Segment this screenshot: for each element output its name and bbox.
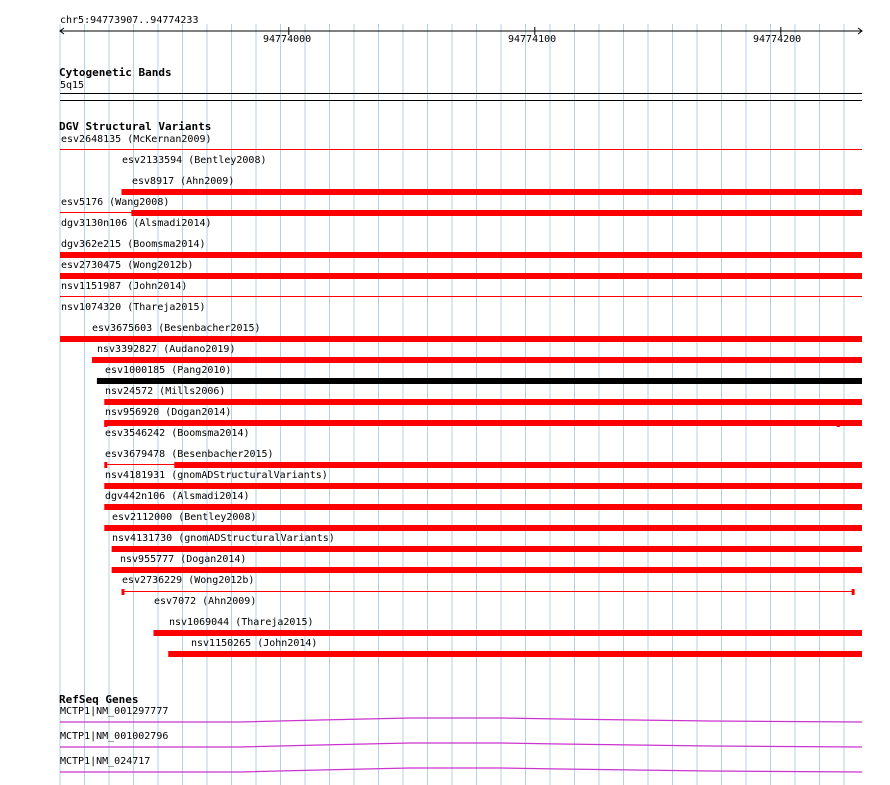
tick-label: 94774100 bbox=[508, 34, 557, 45]
variant-label[interactable]: esv2133594 (Bentley2008) bbox=[122, 155, 267, 166]
tick-label: 94774200 bbox=[753, 34, 802, 45]
gene-line[interactable] bbox=[60, 718, 862, 722]
variant-label[interactable]: nsv4131730 (gnomADStructuralVariants) bbox=[112, 533, 335, 544]
variant-label[interactable]: esv7072 (Ahn2009) bbox=[154, 596, 257, 607]
variant-label[interactable]: nsv955777 (Dogan2014) bbox=[120, 554, 247, 565]
cytoband-name[interactable]: 5q15 bbox=[60, 80, 85, 91]
variant-label[interactable]: esv2736229 (Wong2012b) bbox=[122, 575, 255, 586]
variant-bar[interactable] bbox=[60, 252, 862, 258]
locus-label: chr5:94773907..94774233 bbox=[60, 15, 199, 26]
variant-label[interactable]: dgv442n106 (Alsmadi2014) bbox=[105, 491, 250, 502]
variant-connector[interactable] bbox=[107, 464, 174, 465]
variant-label[interactable]: nsv3392827 (Audano2019) bbox=[97, 344, 236, 355]
dgv-track-title[interactable]: DGV Structural Variants bbox=[59, 120, 212, 133]
variant-bar[interactable] bbox=[153, 630, 862, 636]
variant-label[interactable]: dgv362e215 (Boomsma2014) bbox=[61, 239, 206, 250]
variant-bar[interactable] bbox=[60, 212, 862, 213]
variant-label[interactable]: esv2112000 (Bentley2008) bbox=[112, 512, 257, 523]
variant-bar[interactable] bbox=[60, 149, 862, 150]
cytoband-track-title[interactable]: Cytogenetic Bands bbox=[59, 66, 172, 79]
variant-label[interactable]: nsv1069044 (Thareja2015) bbox=[169, 617, 314, 628]
variant-bar[interactable] bbox=[190, 653, 862, 654]
variant-connector[interactable] bbox=[122, 591, 855, 592]
variant-label[interactable]: esv8917 (Ahn2009) bbox=[132, 176, 235, 187]
variant-bar[interactable] bbox=[122, 189, 862, 195]
variant-bar[interactable] bbox=[104, 525, 862, 531]
variant-bar[interactable] bbox=[112, 546, 862, 552]
variant-bar[interactable] bbox=[852, 589, 855, 595]
variant-label[interactable]: dgv3130n106 (Alsmadi2014) bbox=[61, 218, 212, 229]
variant-bar[interactable] bbox=[119, 569, 862, 570]
variant-label[interactable]: nsv1074320 (Thareja2015) bbox=[61, 302, 206, 313]
refseq-track-title[interactable]: RefSeq Genes bbox=[59, 693, 139, 706]
variant-bar[interactable] bbox=[92, 357, 862, 363]
variant-bar[interactable] bbox=[104, 462, 107, 468]
variant-label[interactable]: esv2730475 (Wong2012b) bbox=[61, 260, 194, 271]
gene-label[interactable]: MCTP1|NM_001297777 bbox=[60, 706, 169, 717]
variant-label[interactable]: nsv24572 (Mills2006) bbox=[105, 386, 226, 397]
variant-bar[interactable] bbox=[97, 378, 862, 384]
gene-line[interactable] bbox=[60, 768, 862, 772]
variant-label[interactable]: nsv1150265 (John2014) bbox=[191, 638, 318, 649]
variant-label[interactable]: esv3546242 (Boomsma2014) bbox=[105, 428, 250, 439]
variant-label[interactable]: nsv4181931 (gnomADStructuralVariants) bbox=[105, 470, 328, 481]
variant-label[interactable]: esv3675603 (Besenbacher2015) bbox=[92, 323, 261, 334]
variant-bar[interactable] bbox=[60, 275, 862, 276]
tick-label: 94774000 bbox=[263, 34, 312, 45]
variant-bar[interactable] bbox=[104, 399, 862, 405]
variant-label[interactable]: esv1000185 (Pang2010) bbox=[105, 365, 232, 376]
variant-label[interactable]: nsv1151987 (John2014) bbox=[61, 281, 188, 292]
variant-bar[interactable] bbox=[104, 483, 862, 489]
variant-bar[interactable] bbox=[174, 462, 862, 468]
variant-label[interactable]: esv2648135 (McKernan2009) bbox=[61, 134, 212, 145]
variant-label[interactable]: esv3679478 (Besenbacher2015) bbox=[105, 449, 274, 460]
gene-label[interactable]: MCTP1|NM_024717 bbox=[60, 756, 151, 767]
gene-label[interactable]: MCTP1|NM_001002796 bbox=[60, 731, 169, 742]
gene-line[interactable] bbox=[60, 743, 862, 747]
variant-label[interactable]: nsv956920 (Dogan2014) bbox=[105, 407, 232, 418]
variant-connector[interactable] bbox=[104, 423, 840, 424]
variant-bar[interactable] bbox=[104, 504, 862, 510]
variant-bar[interactable] bbox=[837, 421, 840, 427]
variant-bar[interactable] bbox=[60, 296, 862, 297]
variant-bar[interactable] bbox=[60, 336, 862, 342]
variant-label[interactable]: esv5176 (Wang2008) bbox=[61, 197, 170, 208]
